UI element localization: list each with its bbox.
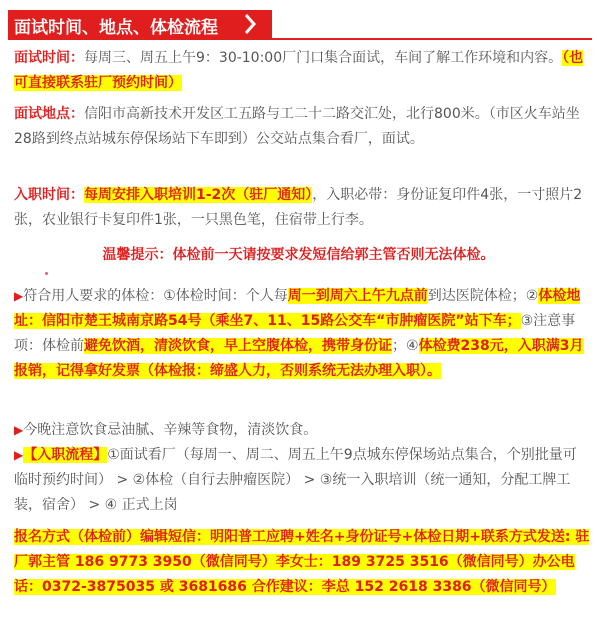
triangle-bullet-icon: ▶ bbox=[14, 289, 24, 303]
diet-note-text: 今晚注意饮食忌油腻、辛辣等食物，清淡饮食。 bbox=[23, 422, 318, 438]
interview-place-paragraph bbox=[14, 102, 590, 152]
registration-contact-text: 报名方式（体检前）编辑短信：明阳普工应聘+姓名+身份证号+体检日期+联系方式发送: 驻厂郭主管 186 9773 3950（微信同号）李女士：189 3725 3516（微信同号）办公电话：0372-3875035 或 3681686 合作建议：李总 152 2618 3386（微信同号） bbox=[14, 529, 590, 595]
exam-highlight-3: 避免饮酒，清淡饮食，早上空腹体检，携带身份证 bbox=[84, 338, 392, 354]
section-title-bar[interactable] bbox=[8, 10, 272, 38]
interview-time-highlight: （也可直接联系驻厂预约时间） bbox=[14, 50, 584, 91]
title-underline bbox=[8, 38, 592, 40]
onboarding-time-text: ，入职必带：身份证复印件4张，一寸照片2张，农业银行卡复印件1张，一只黑色笔，住宿带上行李。 bbox=[14, 187, 583, 228]
onboarding-time-paragraph bbox=[14, 183, 590, 233]
registration-contact-paragraph bbox=[14, 525, 590, 600]
exam-text-c: ③注意事项：体检前 bbox=[14, 313, 576, 354]
onboarding-process-label: 【入职流程】 bbox=[23, 447, 108, 463]
decorative-dot bbox=[45, 272, 48, 275]
interview-time-text: 每周三、周五上午9：30-10:00厂门口集合面试，车间了解工作环境和内容。 bbox=[84, 50, 563, 66]
interview-place-label: 面试地点： bbox=[14, 106, 84, 122]
interview-time-label: 面试时间： bbox=[14, 50, 84, 66]
exam-highlight-2: 体检地址：信阳市楚王城南京路54号（乘坐7、11、15路公交车“市肿瘤医院”站下车； bbox=[14, 288, 581, 329]
exam-highlight-1: 周一到周六上午九点前 bbox=[287, 288, 428, 304]
exam-text-d: ；④ bbox=[392, 338, 419, 354]
diet-note-paragraph bbox=[14, 418, 590, 443]
onboarding-time-label: 入职时间： bbox=[14, 187, 84, 203]
interview-place-text: 信阳市高新技术开发区工五路与工二十二路交汇处，北行800米。（市区火车站坐28路到终点站城东停保场站下车即到）公交站点集合看厂，面试。 bbox=[14, 106, 580, 147]
warm-tip: 温馨提示：体检前一天请按要求发短信给郭主管否则无法体检。 bbox=[102, 247, 495, 263]
onboarding-time-highlight: 每周安排入职培训1-2次（驻厂通知） bbox=[84, 187, 313, 203]
medical-exam-paragraph bbox=[14, 284, 590, 384]
interview-time-paragraph bbox=[14, 46, 590, 96]
chevron-right-icon bbox=[242, 12, 258, 41]
onboarding-process-paragraph bbox=[14, 443, 590, 518]
exam-text-a: 符合用人要求的体检：①体检时间：个人每 bbox=[23, 288, 288, 304]
triangle-bullet-icon: ▶ bbox=[14, 448, 24, 462]
onboarding-process-text: ①面试看厂（每周一、周二、周五上午9点城东停保场站点集合，个别批量可临时预约时间） > ②体检（自行去肿瘤医院） > ③统一入职培训（统一通知，分配工牌工装，宿舍） > ④ 正式上岗 bbox=[14, 447, 577, 513]
triangle-bullet-icon: ▶ bbox=[14, 423, 24, 437]
page-title: 面试时间、地点、体检流程 bbox=[14, 18, 218, 38]
exam-highlight-4: 体检费238元，入职满3月报销，记得拿好发票（体检报：缔盛人力，否则系统无法办理入职）。 bbox=[14, 338, 584, 379]
exam-text-b: 到达医院体检；② bbox=[427, 288, 539, 304]
